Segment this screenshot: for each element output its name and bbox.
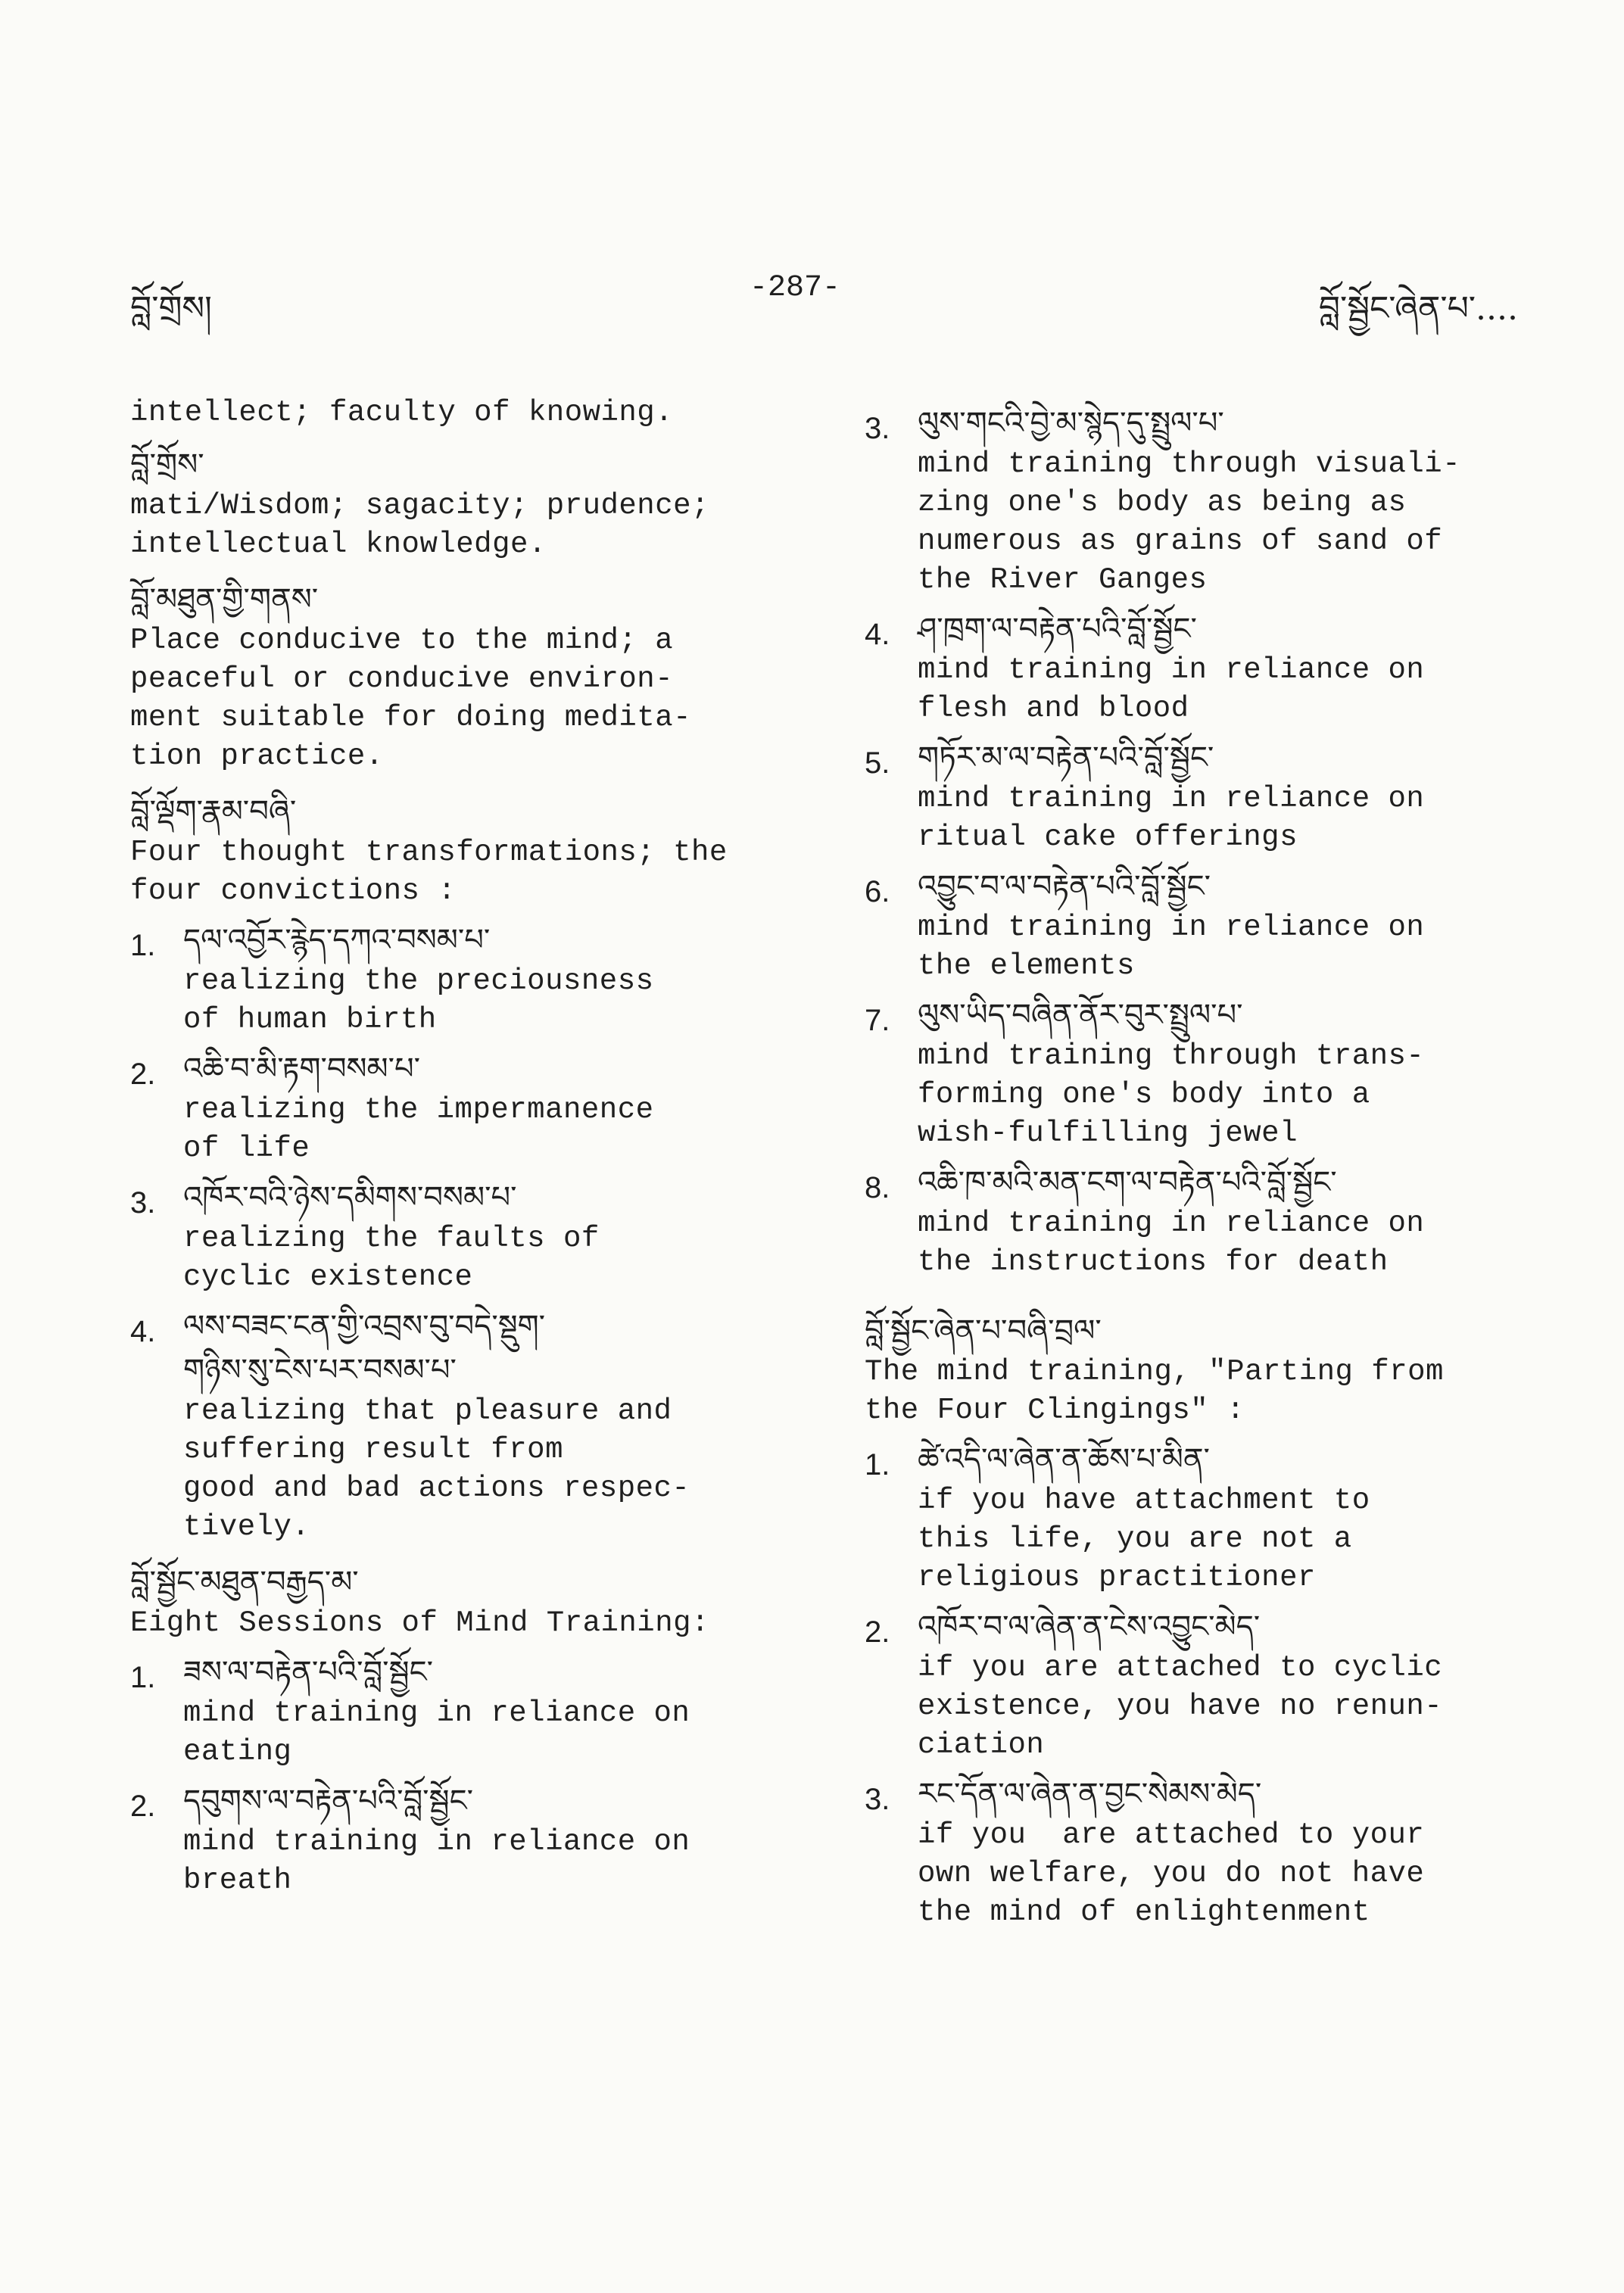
english-gloss: if you are attached to cyclic bbox=[918, 1651, 1443, 1684]
left-entries bbox=[130, 443, 796, 1900]
spacer bbox=[865, 1282, 1531, 1298]
list-item bbox=[130, 1304, 796, 1547]
english-gloss: realizing the preciousness bbox=[183, 964, 654, 998]
tibetan-text: གཉིས་སུ་ངེས་པར་བསམ་པ་ bbox=[183, 1353, 457, 1388]
entry-term: བློ་སྦྱོང་མཐུན་བརྒྱད་མ་ bbox=[130, 1565, 359, 1600]
continuation-line: intellect; faculty of knowing. bbox=[130, 396, 674, 429]
item-number: 1. bbox=[865, 1448, 890, 1481]
item-number: 2. bbox=[130, 1790, 156, 1823]
item-number: 1. bbox=[130, 1661, 156, 1694]
tibetan-text: འཁོར་བའི་ཉེས་དམིགས་བསམ་པ་ bbox=[183, 1180, 517, 1215]
tibetan-text: ལུས་གངའི་བྱེ་མ་སྙེད་དུ་སྤྲུལ་པ་ bbox=[918, 406, 1224, 441]
item-number: 4. bbox=[130, 1315, 156, 1348]
entry-definition: peaceful or conducive environ- bbox=[130, 662, 674, 696]
list-item bbox=[865, 865, 1531, 986]
list-item bbox=[865, 1161, 1531, 1282]
entry-definition: mati/Wisdom; sagacity; prudence; bbox=[130, 489, 709, 522]
list-item bbox=[130, 1176, 796, 1297]
entry-definition: Place conducive to the mind; a bbox=[130, 624, 674, 657]
header-left-term: བློ་གྲོས། bbox=[130, 289, 212, 328]
item-number: 6. bbox=[865, 875, 890, 908]
entry-term: བློ་ལྡོག་རྣམ་བཞི་ bbox=[130, 794, 297, 829]
english-gloss: mind training in reliance on bbox=[183, 1696, 690, 1730]
tibetan-text: ལུས་ཡིད་བཞིན་ནོར་བུར་སྤྲུལ་པ་ bbox=[918, 998, 1243, 1033]
tibetan-text: ཚེ་འདི་ལ་ཞེན་ན་ཆོས་པ་མིན་ bbox=[918, 1442, 1210, 1477]
english-gloss: cyclic existence bbox=[183, 1260, 473, 1294]
english-gloss: of human birth bbox=[183, 1003, 437, 1036]
english-gloss: mind training in reliance on bbox=[918, 782, 1425, 815]
item-number: 5. bbox=[865, 746, 890, 780]
english-gloss: realizing the faults of bbox=[183, 1222, 600, 1255]
right-entry bbox=[865, 1309, 1531, 1932]
english-gloss: wish-fulfilling jewel bbox=[918, 1117, 1298, 1150]
entry-definition: four convictions : bbox=[130, 874, 457, 908]
list-item bbox=[865, 1605, 1531, 1765]
english-gloss: mind training in reliance on bbox=[918, 1207, 1425, 1240]
tibetan-text: འཁོར་བ་ལ་ཞེན་ན་ངེས་འབྱུང་མེད་ bbox=[918, 1609, 1261, 1644]
english-gloss: numerous as grains of sand of bbox=[918, 525, 1443, 558]
english-gloss: this life, you are not a bbox=[918, 1522, 1352, 1556]
english-gloss: existence, you have no renun- bbox=[918, 1690, 1443, 1723]
list-item bbox=[130, 1650, 796, 1771]
tibetan-text: དབུགས་ལ་བརྟེན་པའི་བློ་སྦྱོང་ bbox=[183, 1784, 473, 1818]
list-item bbox=[130, 1779, 796, 1900]
list-item bbox=[130, 1047, 796, 1168]
english-gloss: religious practitioner bbox=[918, 1561, 1316, 1594]
list-item bbox=[865, 1772, 1531, 1932]
entry-term: བློ་གྲོས་ bbox=[130, 447, 204, 482]
tibetan-text: འཆི་ཁ་མའི་མན་ངག་ལ་བརྟེན་པའི་བློ་སྦྱོང་ bbox=[918, 1165, 1337, 1200]
list-item bbox=[865, 401, 1531, 600]
entry-definition: ment suitable for doing medita- bbox=[130, 701, 692, 734]
english-gloss: zing one's body as being as bbox=[918, 486, 1407, 519]
english-gloss: if you are attached to your bbox=[918, 1818, 1425, 1852]
english-gloss: tively. bbox=[183, 1510, 310, 1544]
english-gloss: of life bbox=[183, 1132, 310, 1165]
dictionary-entry bbox=[130, 578, 796, 776]
english-gloss: own welfare, you do not have bbox=[918, 1857, 1425, 1890]
english-gloss: suffering result from bbox=[183, 1433, 563, 1466]
english-gloss: the River Ganges bbox=[918, 563, 1208, 597]
item-number: 4. bbox=[865, 618, 890, 651]
english-gloss: mind training through visuali- bbox=[918, 447, 1461, 481]
english-gloss: the mind of enlightenment bbox=[918, 1896, 1370, 1929]
english-gloss: if you have attachment to bbox=[918, 1484, 1370, 1517]
tibetan-text: ཟས་ལ་བརྟེན་པའི་བློ་སྦྱོང་ bbox=[183, 1655, 433, 1690]
english-gloss: mind training in reliance on bbox=[918, 911, 1425, 944]
list-item bbox=[130, 918, 796, 1039]
item-number: 2. bbox=[865, 1615, 890, 1649]
item-number: 8. bbox=[865, 1171, 890, 1204]
entry-definition: The mind training, "Parting from bbox=[865, 1355, 1444, 1388]
tibetan-text: གཏོར་མ་ལ་བརྟེན་པའི་བློ་སྦྱོང་ bbox=[918, 740, 1214, 775]
entry-definition: Four thought transformations; the bbox=[130, 836, 728, 869]
english-gloss: ciation bbox=[918, 1728, 1045, 1762]
english-gloss: forming one's body into a bbox=[918, 1078, 1370, 1111]
entry-term: བློ་མཐུན་གྱི་གནས་ bbox=[130, 582, 319, 617]
tibetan-text: འཆི་བ་མི་རྟག་བསམ་པ་ bbox=[183, 1051, 421, 1086]
dictionary-entry bbox=[130, 1560, 796, 1900]
right-column bbox=[865, 394, 1531, 1946]
item-number: 3. bbox=[865, 1783, 890, 1816]
english-gloss: ritual cake offerings bbox=[918, 821, 1298, 854]
page-number: -287- bbox=[750, 271, 841, 305]
english-gloss: realizing that pleasure and bbox=[183, 1394, 672, 1428]
english-gloss: breath bbox=[183, 1864, 292, 1897]
list-item bbox=[865, 607, 1531, 728]
english-gloss: good and bad actions respec- bbox=[183, 1472, 690, 1505]
dictionary-entry bbox=[130, 790, 796, 1547]
entry-definition: intellectual knowledge. bbox=[130, 528, 547, 561]
entry-definition: Eight Sessions of Mind Training: bbox=[130, 1606, 709, 1640]
list-item bbox=[865, 736, 1531, 857]
english-gloss: eating bbox=[183, 1735, 292, 1768]
entry-term: བློ་སྦྱོང་ཞེན་པ་བཞི་བྲལ་ bbox=[865, 1313, 1102, 1348]
entry-definition: tion practice. bbox=[130, 740, 384, 773]
tibetan-text: རང་དོན་ལ་ཞེན་ན་བྱང་སེམས་མེད་ bbox=[918, 1777, 1262, 1812]
item-number: 7. bbox=[865, 1004, 890, 1037]
english-gloss: the elements bbox=[918, 949, 1135, 983]
english-gloss: mind training in reliance on bbox=[183, 1825, 690, 1858]
list-item bbox=[865, 993, 1531, 1153]
english-gloss: realizing the impermanence bbox=[183, 1093, 654, 1126]
tibetan-text: འབྱུང་བ་ལ་བརྟེན་པའི་བློ་སྦྱོང་ bbox=[918, 869, 1211, 904]
tibetan-text: དལ་འབྱོར་རྙེད་དཀའ་བསམ་པ་ bbox=[183, 923, 491, 958]
item-number: 1. bbox=[130, 929, 156, 962]
english-gloss: flesh and blood bbox=[918, 692, 1189, 725]
english-gloss: the instructions for death bbox=[918, 1245, 1389, 1279]
english-gloss: mind training through trans- bbox=[918, 1039, 1425, 1073]
entry-definition: the Four Clingings" : bbox=[865, 1394, 1245, 1427]
english-gloss: mind training in reliance on bbox=[918, 653, 1425, 687]
dictionary-entry bbox=[130, 443, 796, 564]
left-column bbox=[130, 394, 796, 1914]
header-right-term: བློ་སྦྱོང་ཞེན་པ་.... bbox=[1318, 289, 1518, 328]
right-list bbox=[865, 401, 1531, 1298]
list-item bbox=[865, 1438, 1531, 1597]
dictionary-entry bbox=[865, 1309, 1531, 1932]
item-number: 3. bbox=[865, 412, 890, 445]
tibetan-text: ཤ་ཁྲག་ལ་བརྟེན་པའི་བློ་སྦྱོང་ bbox=[918, 612, 1197, 646]
tibetan-text: ལས་བཟང་ངན་གྱི་འབྲས་བུ་བདེ་སྡུག་ bbox=[183, 1309, 546, 1344]
item-number: 3. bbox=[130, 1186, 156, 1220]
item-number: 2. bbox=[130, 1058, 156, 1091]
